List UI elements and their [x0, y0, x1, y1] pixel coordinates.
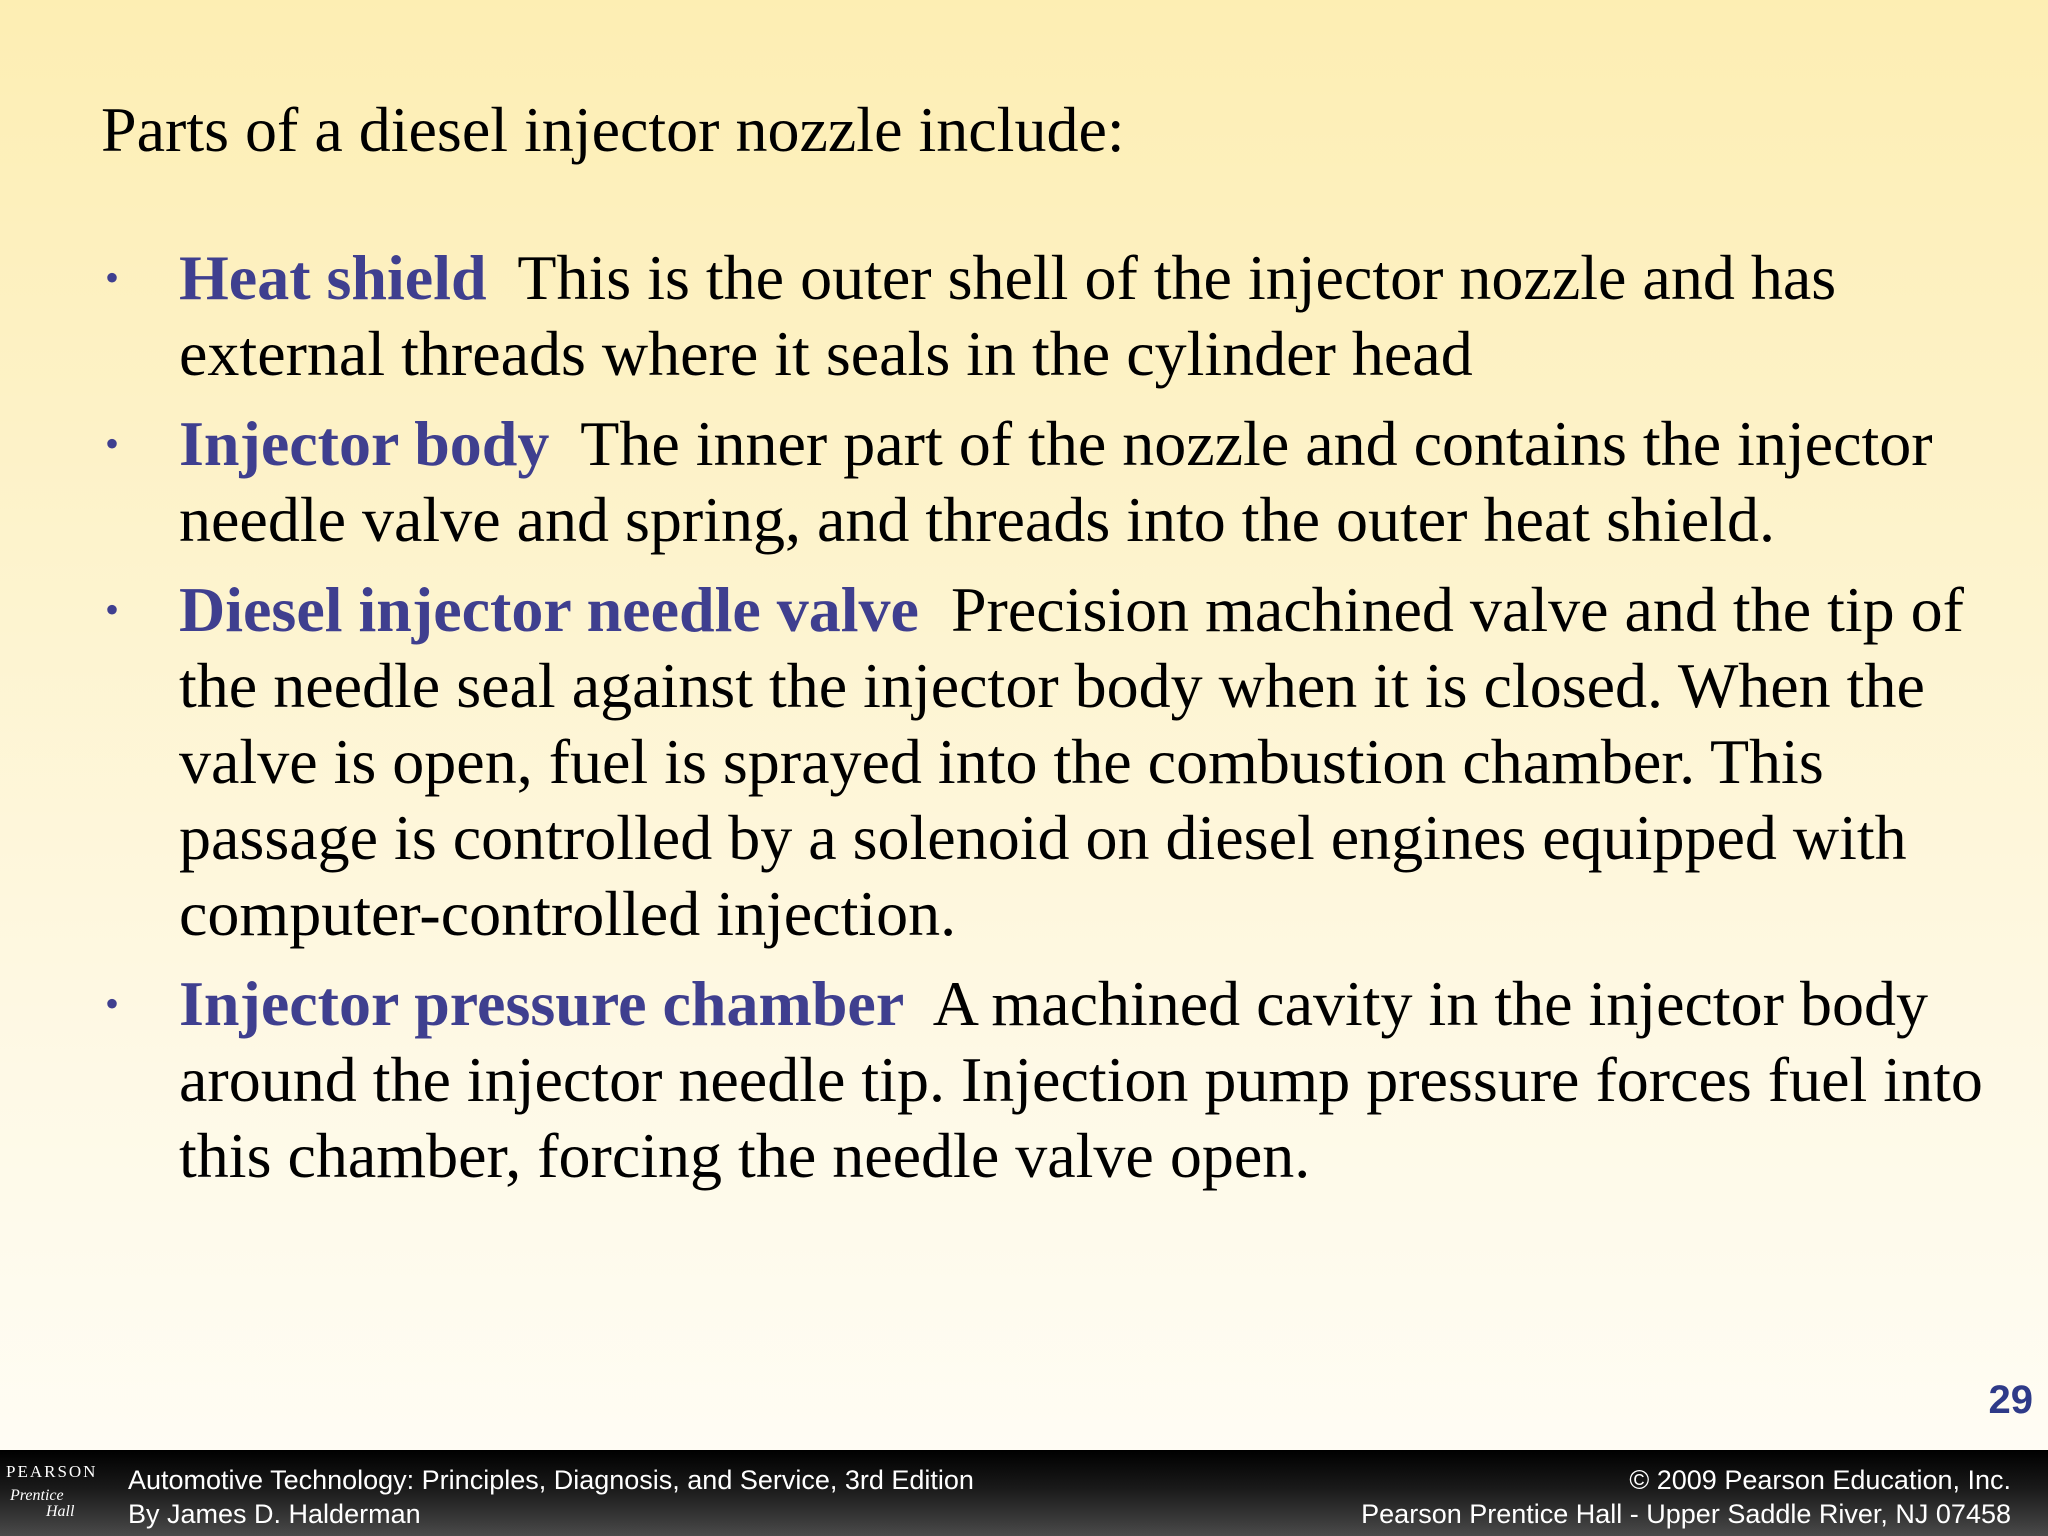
description-needle-valve: Precision machined valve and the tip of the needle seal against the injector body when it is closed. When the valve is open, fuel is sprayed into the combustion chamber. This passage is controlled by a solenoid on diesel engines equipped with computer-controlled injection. — [179, 574, 1964, 949]
copyright: © 2009 Pearson Education, Inc. — [1629, 1465, 2011, 1495]
logo-prentice: Prentice — [10, 1487, 64, 1504]
footer — [0, 1450, 2048, 1536]
pearson-prentice-hall-logo — [0, 1450, 104, 1536]
description-pressure-chamber: A machined cavity in the injector body around the injector needle tip. Injection pump pressure forces fuel into this chamber, forcing the needle valve open. — [179, 968, 1983, 1191]
bullet-list — [100, 240, 2000, 1208]
list-item — [100, 572, 2000, 952]
publisher: Pearson Prentice Hall - Upper Saddle River, NJ 07458 — [1361, 1499, 2011, 1529]
term-heat-shield: Heat shield — [179, 242, 487, 313]
bullet-icon: • — [105, 255, 120, 300]
book-title: Automotive Technology: Principles, Diagnosis, and Service, 3rd Edition — [128, 1465, 974, 1495]
footer-book-info — [128, 1463, 974, 1531]
term-injector-body: Injector body — [179, 408, 550, 479]
list-item — [100, 406, 2000, 558]
footer-publisher-info — [1361, 1463, 2011, 1531]
book-author: By James D. Halderman — [128, 1499, 421, 1529]
page-number: 29 — [1988, 1378, 2033, 1422]
logo-prentice-hall-text — [10, 1488, 74, 1520]
term-pressure-chamber: Injector pressure chamber — [179, 968, 905, 1039]
bullet-icon: • — [105, 421, 120, 466]
description-heat-shield: This is the outer shell of the injector nozzle and has external threads where it seals in the cylinder head — [179, 242, 1837, 389]
bullet-icon: • — [105, 587, 120, 632]
term-needle-valve: Diesel injector needle valve — [179, 574, 919, 645]
logo-hall: Hall — [46, 1503, 75, 1520]
slide-title: Parts of a diesel injector nozzle include: — [101, 94, 1125, 165]
bullet-icon: • — [105, 981, 120, 1026]
logo-pearson-text: PEARSON — [6, 1462, 98, 1481]
description-injector-body: The inner part of the nozzle and contains the injector needle valve and spring, and threads into the outer heat shield. — [179, 408, 1933, 555]
list-item — [100, 966, 2000, 1194]
list-item — [100, 240, 2000, 392]
